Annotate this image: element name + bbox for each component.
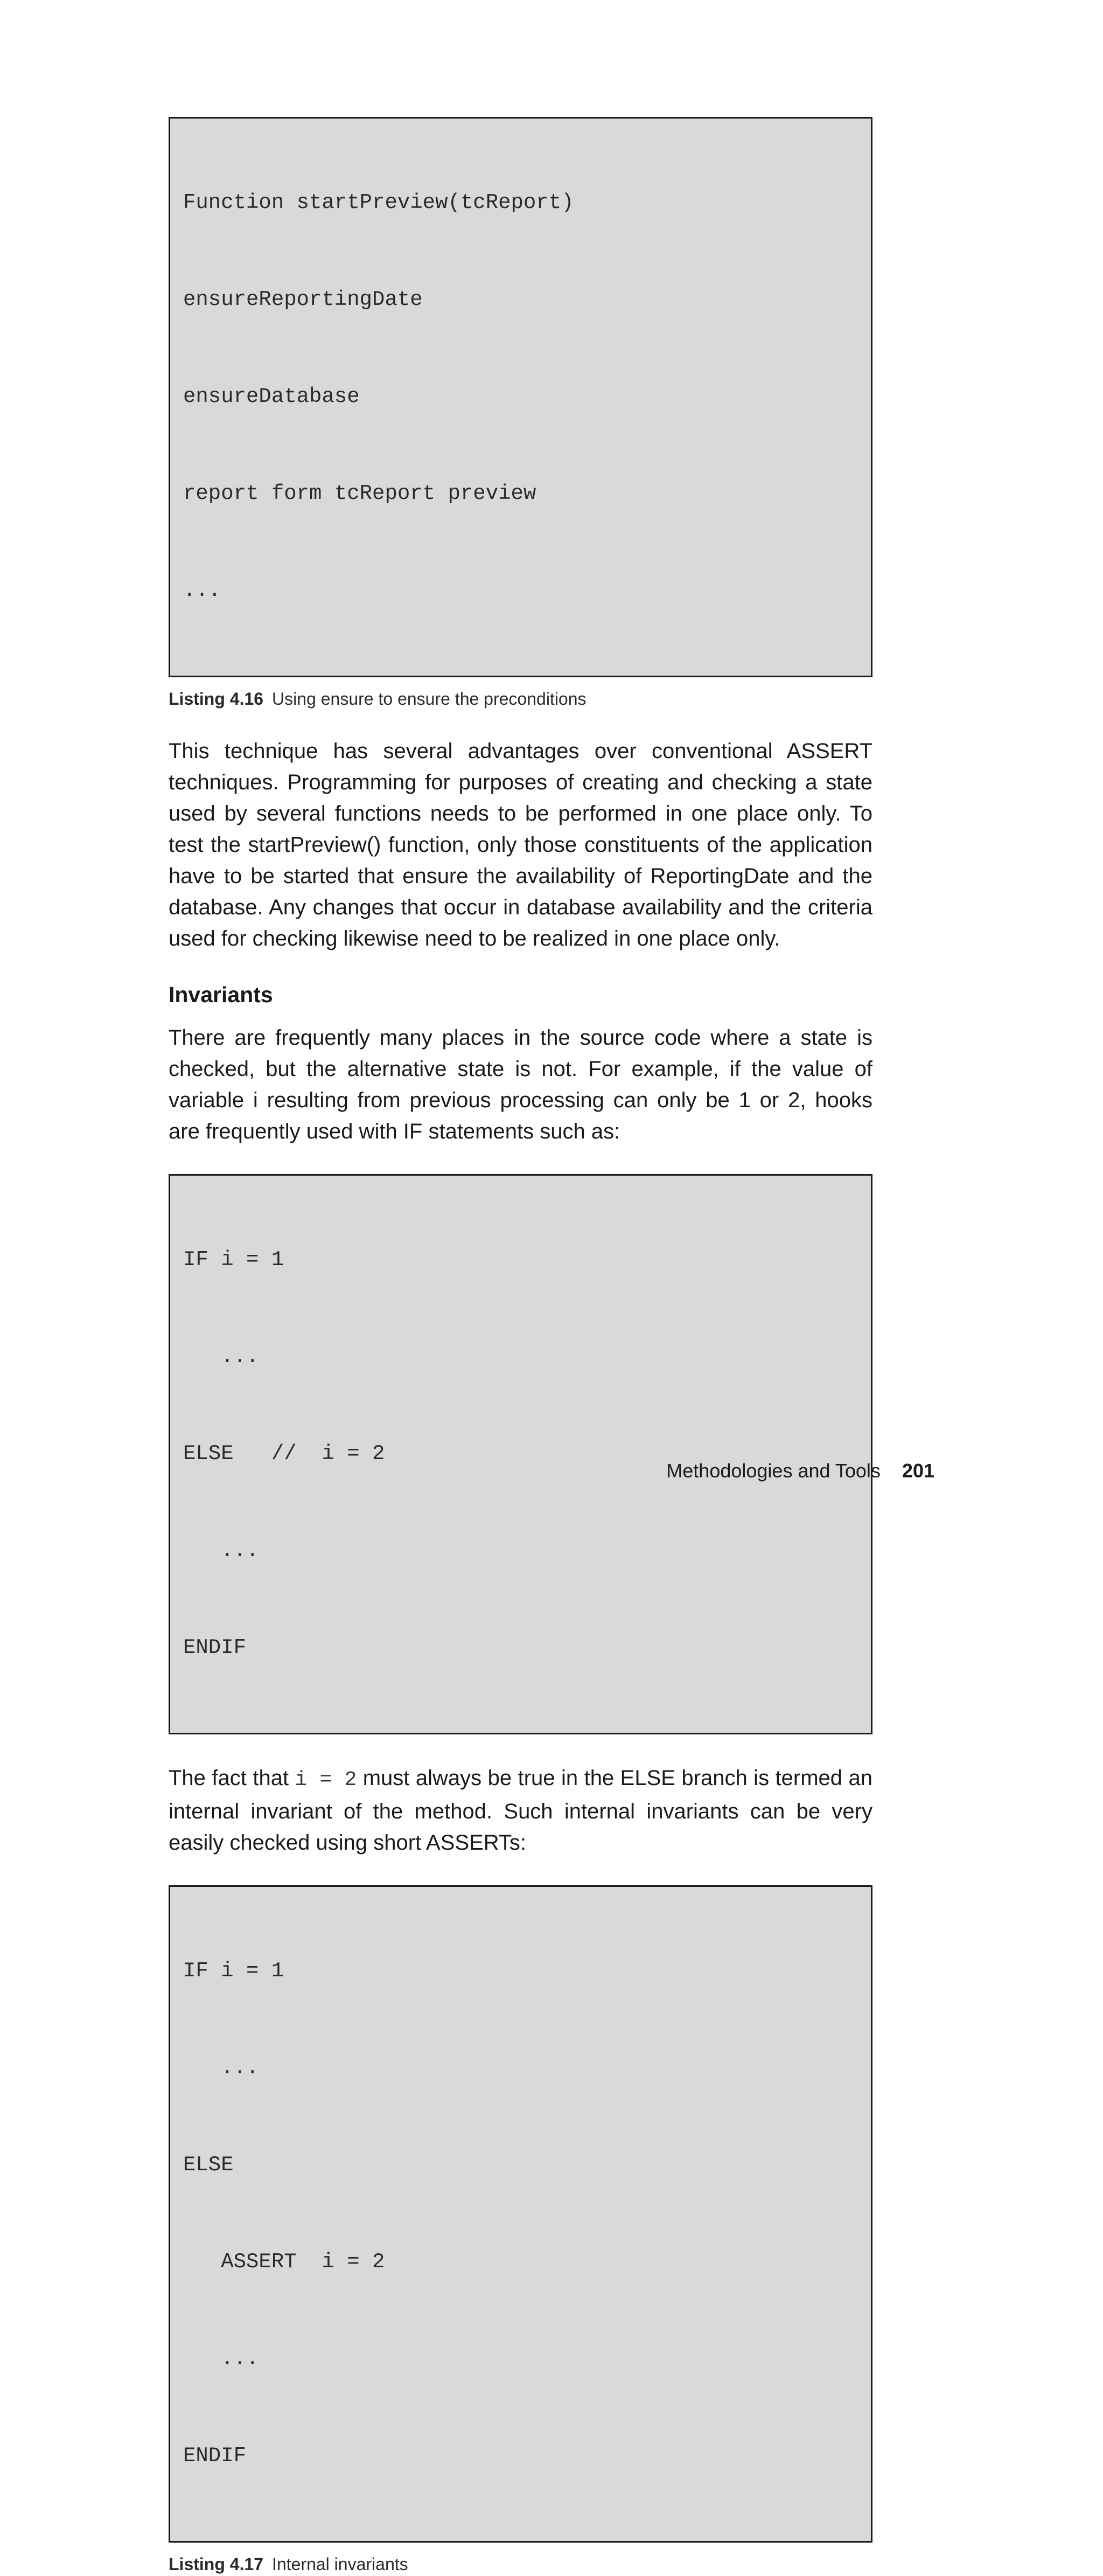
code-line: report form tcReport preview (183, 482, 536, 505)
page-footer (666, 1457, 934, 1484)
code-line: ... (183, 2347, 259, 2371)
listing-label: Listing 4.17 (169, 2554, 264, 2574)
listing-caption (169, 2552, 872, 2576)
inline-code: i = 2 (295, 1768, 357, 1792)
code-block-if (169, 1174, 872, 1734)
section-heading: Invariants (169, 982, 273, 1007)
paragraph-text: must always be true in the ELSE branch is termed an internal invariant of the method. Such internal invariants can be very easily checked using short ASSERTs: (169, 1766, 872, 1855)
body-paragraph: This technique has several advantages over conventional ASSERT techniques. Programming for purposes of creating and checking a state used by several functions needs to be performed in one place only. To test the startPreview() function, only those constituents of the application have to be started that ensure the availability of ReportingDate and the database. Any changes that occur in database availability and the criteria used for checking likewise need to be realized in one place only. (169, 739, 872, 950)
body-paragraph (169, 1762, 872, 1858)
body-paragraph: There are frequently many places in the source code where a state is checked, but the alternative state is not. For example, if the value of variable i resulting from previous processing can only be 1 or 2, hooks are frequently used with IF statements such as: (169, 1026, 872, 1143)
code-line: ... (183, 1345, 259, 1369)
listing-caption-text: Internal invariants (272, 2554, 408, 2574)
listing-caption (169, 687, 872, 711)
listing-caption-text: Using ensure to ensure the preconditions (272, 689, 587, 709)
code-line: ensureDatabase (183, 385, 360, 408)
code-line: ELSE // i = 2 (183, 1442, 385, 1466)
code-line: ASSERT i = 2 (183, 2250, 385, 2274)
paragraph-text: The fact that (169, 1766, 295, 1790)
code-listing-4-16 (169, 117, 872, 677)
listing-label: Listing 4.16 (169, 689, 264, 709)
code-line: Function startPreview(tcReport) (183, 191, 574, 214)
code-line: IF i = 1 (183, 1959, 284, 1983)
code-line: ... (183, 579, 221, 602)
code-line: ENDIF (183, 2444, 247, 2468)
code-line: ELSE (183, 2153, 234, 2177)
code-line: IF i = 1 (183, 1248, 284, 1272)
code-line: ENDIF (183, 1636, 247, 1660)
footer-section-title: Methodologies and Tools (666, 1460, 881, 1482)
code-listing-4-17 (169, 1885, 872, 2543)
page-number: 201 (902, 1460, 934, 1482)
code-line: ... (183, 2056, 259, 2080)
code-line: ... (183, 1539, 259, 1563)
code-line: ensureReportingDate (183, 288, 423, 311)
page-content (169, 117, 872, 2576)
